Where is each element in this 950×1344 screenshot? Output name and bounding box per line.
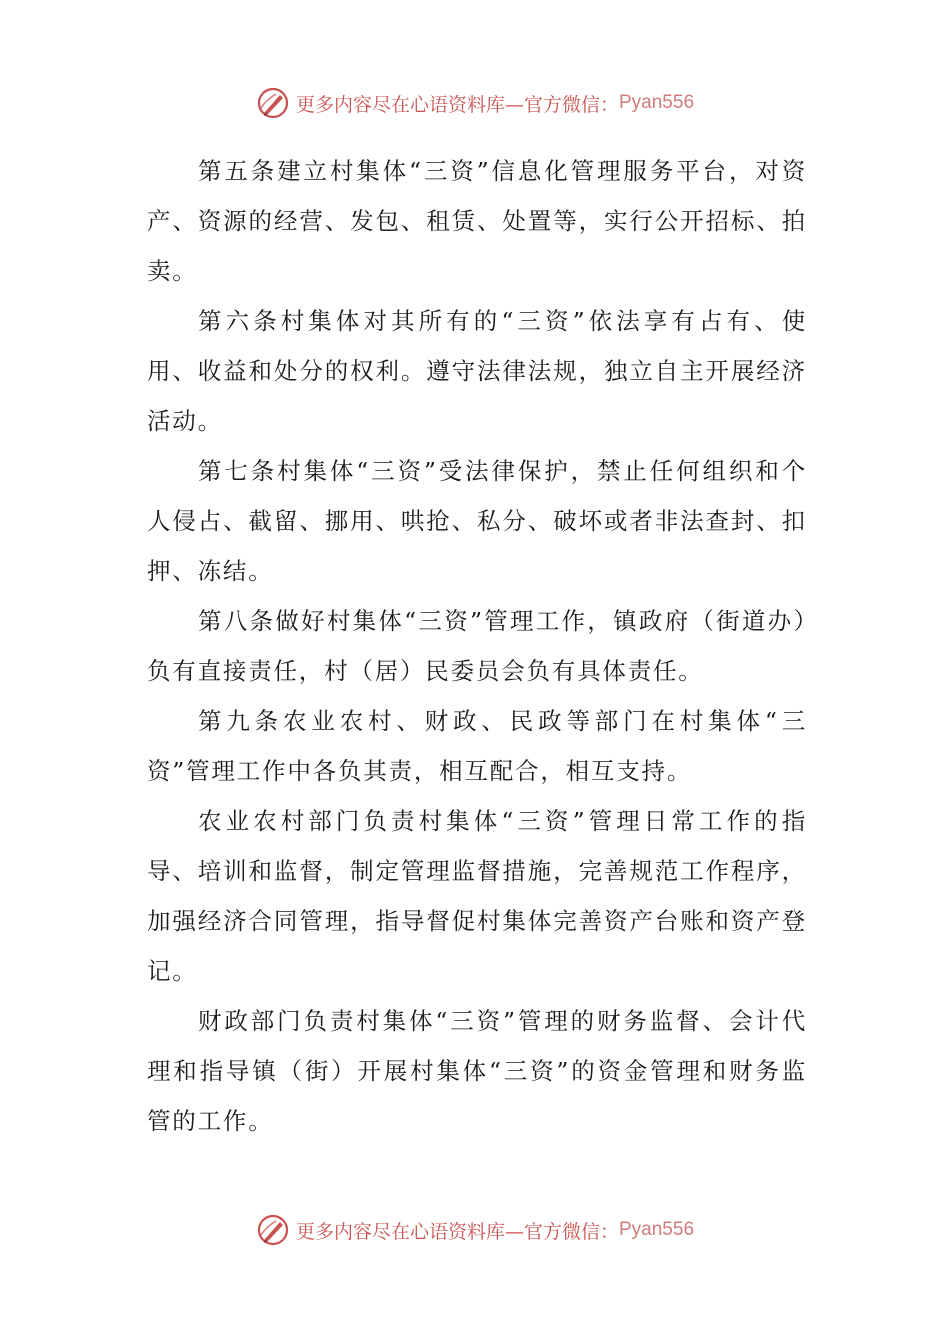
paragraph-article-5: 第五条建立村集体“三资”信息化管理服务平台，对资产、资源的经营、发包、租赁、处置等，实行公开招标、拍卖。 bbox=[147, 157, 807, 285]
banner-text: 更多内容尽在心语资料库—官方微信： bbox=[295, 93, 619, 116]
banner-wechat-id: Pyan556 bbox=[619, 92, 695, 113]
paragraph-article-9: 第九条农业农村、财政、民政等部门在村集体“三资”管理工作中各负其责，相互配合，相互支持。 bbox=[147, 707, 807, 785]
banner-text: 更多内容尽在心语资料库—官方微信： bbox=[295, 1220, 619, 1243]
footer-banner bbox=[0, 1210, 950, 1250]
pen-logo-icon bbox=[256, 1213, 290, 1247]
document-body bbox=[147, 146, 807, 1146]
paragraph-article-8: 第八条做好村集体“三资”管理工作，镇政府（街道办）负有直接责任，村（居）民委员会负有具体责任。 bbox=[147, 607, 807, 685]
banner-wechat-id: Pyan556 bbox=[619, 1219, 695, 1240]
paragraph-article-6: 第六条村集体对其所有的“三资”依法享有占有、使用、收益和处分的权利。遵守法律法规，独立自主开展经济活动。 bbox=[147, 307, 807, 435]
paragraph-article-7: 第七条村集体“三资”受法律保护，禁止任何组织和个人侵占、截留、挪用、哄抢、私分、破坏或者非法查封、扣押、冻结。 bbox=[147, 457, 807, 585]
paragraph-finance-dept: 财政部门负责村集体“三资”管理的财务监督、会计代理和指导镇（街）开展村集体“三资”的资金管理和财务监管的工作。 bbox=[147, 1007, 807, 1135]
pen-logo-icon bbox=[256, 86, 290, 120]
paragraph-agriculture-dept: 农业农村部门负责村集体“三资”管理日常工作的指导、培训和监督，制定管理监督措施，完善规范工作程序，加强经济合同管理，指导督促村集体完善资产台账和资产登记。 bbox=[147, 807, 807, 985]
header-banner bbox=[0, 83, 950, 123]
